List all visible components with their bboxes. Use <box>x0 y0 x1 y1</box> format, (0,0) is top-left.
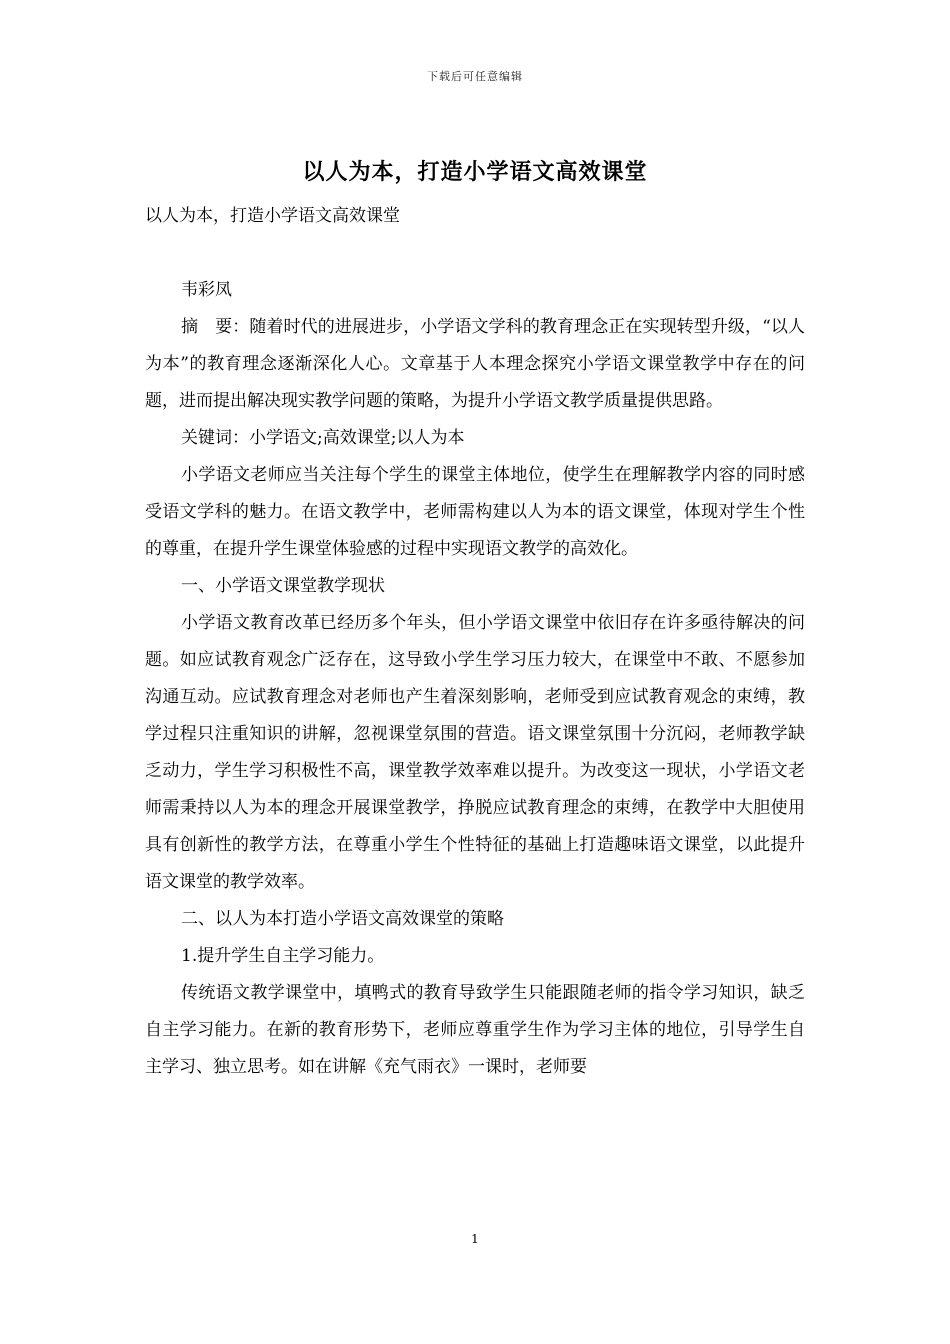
author-name: 韦彩凤 <box>181 280 232 300</box>
section-1-paragraph: 小学语文教育改革已经历多个年头，但小学语文课堂中依旧存在许多亟待解决的问题。如应试教育观念广泛存在，这导致小学生学习压力较大，在课堂中不敢、不愿参加沟通互动。应试教育理念对老师也产生着深刻影响，老师受到应试教育观念的束缚，教学过程只注重知识的讲解，忽视课堂氛围的营造。语文课堂氛围十分沉闷，老师教学缺乏动力，学生学习积极性不高，课堂教学效率难以提升。为改变这一现状，小学语文老师需秉持以人为本的理念开展课堂教学，挣脱应试教育理念的束缚，在教学中大胆使用具有创新性的教学方法，在尊重小学生个性特征的基础上打造趣味语文课堂，以此提升语文课堂的教学效率。 <box>145 613 805 892</box>
page-number: 1 <box>471 1232 479 1246</box>
document-body <box>145 198 805 1086</box>
document-subtitle: 以人为本，打造小学语文高效课堂 <box>145 206 400 226</box>
page-header: 下载后可任意编辑 <box>427 70 523 83</box>
abstract-paragraph: 摘 要：随着时代的进展进步，小学语文学科的教育理念正在实现转型升级，“以人为本”的教育理念逐渐深化人心。文章基于人本理念探究小学语文课堂教学中存在的问题，进而提出解决现实教学问题的策略，为提升小学语文教学质量提供思路。 <box>145 317 805 411</box>
subsection-1-heading: 1.提升学生自主学习能力。 <box>181 946 385 966</box>
section-2-heading: 二、以人为本打造小学语文高效课堂的策略 <box>181 909 504 929</box>
section-1-heading: 一、小学语文课堂教学现状 <box>181 576 385 596</box>
keywords-line: 关键词：小学语文;高效课堂;以人为本 <box>181 428 465 448</box>
spacer <box>145 235 805 272</box>
intro-paragraph: 小学语文老师应当关注每个学生的课堂主体地位，使学生在理解教学内容的同时感受语文学科的魅力。在语文教学中，老师需构建以人为本的语文课堂，体现对学生个性的尊重，在提升学生课堂体验感的过程中实现语文教学的高效化。 <box>145 465 805 559</box>
document-title: 以人为本，打造小学语文高效课堂 <box>302 159 648 185</box>
subsection-1-paragraph: 传统语文教学课堂中，填鸭式的教育导致学生只能跟随老师的指令学习知识，缺乏自主学习能力。在新的教育形势下，老师应尊重学生作为学习主体的地位，引导学生自主学习、独立思考。如在讲解《充气雨衣》一课时，老师要 <box>145 983 805 1077</box>
